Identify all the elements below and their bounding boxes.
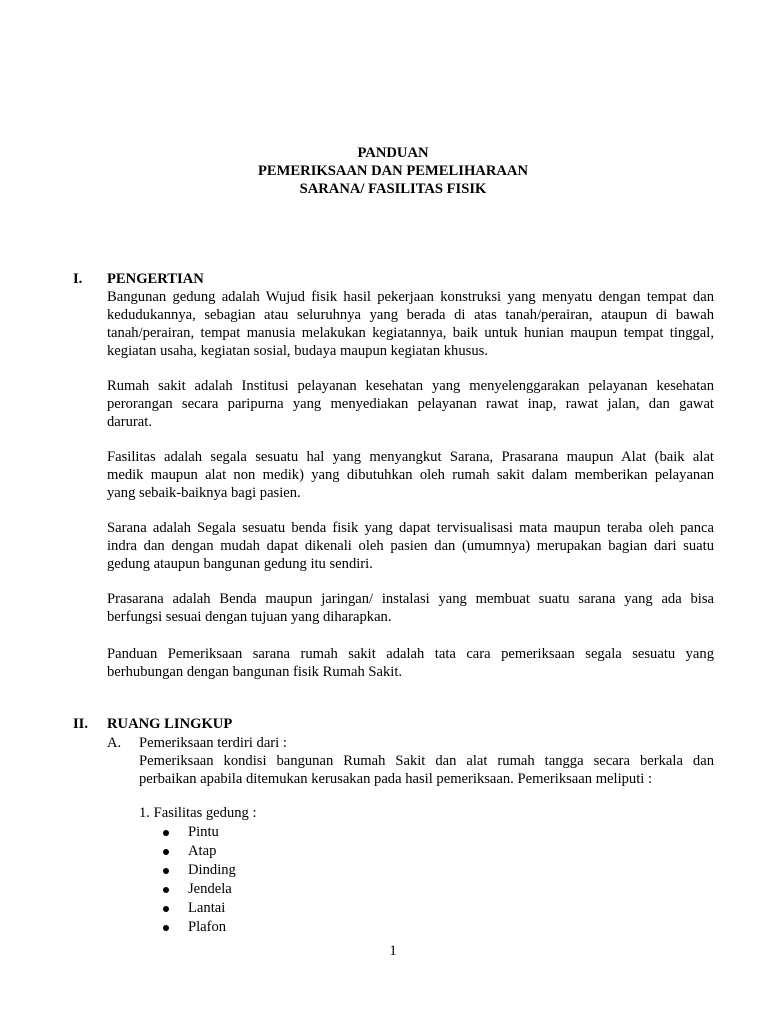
subsection-a-letter: A. — [107, 735, 122, 751]
section-2-number: II. — [73, 716, 89, 732]
paragraph-rumah-sakit — [107, 377, 714, 431]
paragraph-line: tanah/perairan, tempat manusia melakukan kegiatannya, baik untuk hunian maupun tempat tinggal, — [107, 325, 714, 341]
paragraph-line: Pemeriksaan kondisi bangunan Rumah Sakit dan alat rumah tangga secara berkala dan — [139, 753, 714, 769]
list-item — [160, 899, 236, 918]
paragraph-line: Rumah sakit adalah Institusi pelayanan kesehatan yang menyelenggarakan pelayanan kesehatan — [107, 378, 714, 394]
paragraph-line: kegiatan usaha, kegiatan sosial, budaya maupun kegiatan khusus. — [107, 343, 488, 359]
paragraph-bangunan-gedung — [107, 288, 714, 360]
paragraph-line: medik maupun alat non medik) yang dibutuhkan oleh rumah sakit dalam memberikan pelayanan — [107, 467, 714, 483]
paragraph-line: berfungsi sesuai dengan tujuan yang diharapkan. — [107, 609, 392, 625]
section-1-number: I. — [73, 271, 83, 287]
subsection-a-paragraph — [139, 752, 714, 788]
paragraph-line: darurat. — [107, 414, 152, 430]
section-2-heading: RUANG LINGKUP — [107, 716, 233, 732]
paragraph-line: gedung ataupun bangunan gedung itu sendiri. — [107, 556, 373, 572]
title-line-1: PANDUAN — [357, 145, 429, 161]
list-item-label: Pintu — [188, 824, 219, 840]
section-1-heading: PENGERTIAN — [107, 271, 204, 287]
bullet-icon — [163, 849, 169, 855]
paragraph-line: berhubungan dengan bangunan fisik Rumah Sakit. — [107, 664, 403, 680]
bullet-icon — [163, 887, 169, 893]
page-number: 1 — [389, 943, 397, 959]
title-line-3: SARANA/ FASILITAS FISIK — [299, 181, 487, 197]
paragraph-line: perbaikan apabila ditemukan kerusakan pada hasil pemeriksaan. Pemeriksaan meliputi : — [139, 771, 653, 787]
paragraph-line: Prasarana adalah Benda maupun jaringan/ instalasi yang membuat suatu sarana yang ada bisa — [107, 591, 714, 607]
list-item-label: Lantai — [188, 900, 226, 916]
list-item — [160, 861, 236, 880]
paragraph-line: Bangunan gedung adalah Wujud fisik hasil pekerjaan konstruksi yang menyatu dengan tempat dan — [107, 289, 714, 305]
paragraph-line: Panduan Pemeriksaan sarana rumah sakit adalah tata cara pemeriksaan segala sesuatu yang — [107, 646, 714, 662]
paragraph-line: perorangan secara paripurna yang menyediakan pelayanan rawat inap, rawat jalan, dan gawat — [107, 396, 714, 412]
list-item — [160, 842, 236, 861]
paragraph-prasarana — [107, 590, 714, 626]
bullet-icon — [163, 925, 169, 931]
list-item-label: Jendela — [188, 881, 232, 897]
list-item — [160, 918, 236, 937]
list-item — [160, 880, 236, 899]
paragraph-line: yang sebaik-baiknya bagi pasien. — [107, 485, 301, 501]
paragraph-line: indra dan dengan mudah dapat dikenali oleh pasien dan (umumnya) merupakan bagian dari suatu — [107, 538, 714, 554]
paragraph-line: Fasilitas adalah segala sesuatu hal yang menyangkut Sarana, Prasarana maupun Alat (baik alat — [107, 449, 714, 465]
paragraph-sarana — [107, 519, 714, 573]
paragraph-line: Sarana adalah Segala sesuatu benda fisik yang dapat tervisualisasi mata maupun teraba oleh panca — [107, 520, 714, 536]
document-title — [0, 144, 768, 198]
numbered-item-1: 1. Fasilitas gedung : — [139, 805, 257, 821]
subsection-a-title: Pemeriksaan terdiri dari : — [139, 735, 287, 751]
title-line-2: PEMERIKSAAN DAN PEMELIHARAAN — [258, 163, 528, 179]
bullet-icon — [163, 830, 169, 836]
list-item-label: Atap — [188, 843, 217, 859]
list-item — [160, 823, 236, 842]
list-item-label: Plafon — [188, 919, 227, 935]
paragraph-fasilitas — [107, 448, 714, 502]
facility-bullet-list — [160, 823, 236, 937]
paragraph-line: kedudukannya, sebagian atau seluruhnya yang berada di atas tanah/perairan, ataupun di bawah — [107, 307, 714, 323]
list-item-label: Dinding — [188, 862, 236, 878]
bullet-icon — [163, 906, 169, 912]
paragraph-panduan — [107, 645, 714, 681]
bullet-icon — [163, 868, 169, 874]
